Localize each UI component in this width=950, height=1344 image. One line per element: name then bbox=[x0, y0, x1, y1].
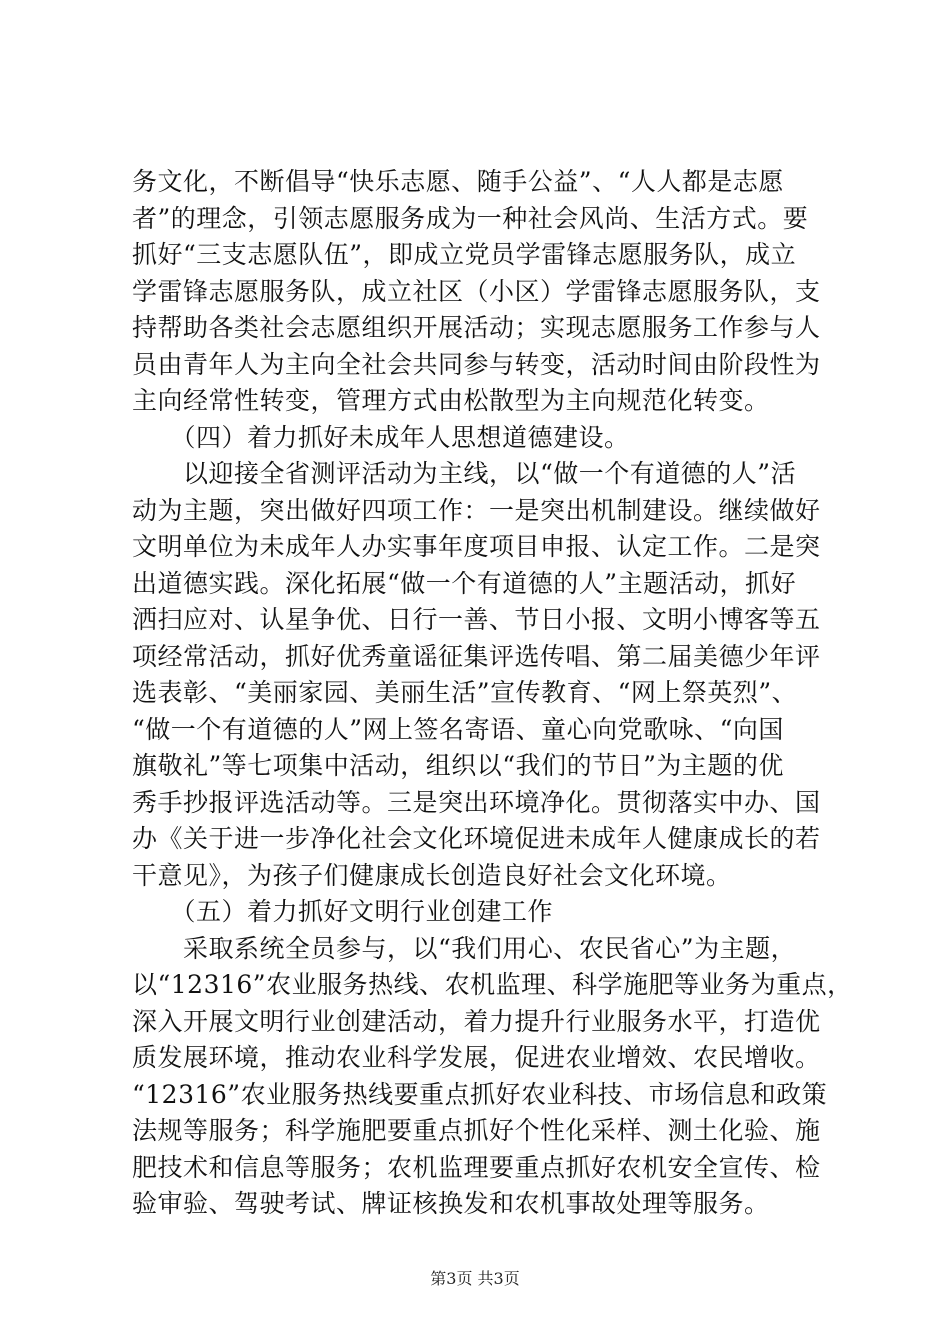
text-line: 以迎接全省测评活动为主线，以“做一个有道德的人”活 bbox=[132, 459, 797, 488]
text-line: 动为主题，突出做好四项工作：一是突出机制建设。继续做好 bbox=[132, 495, 821, 525]
text-line: 抓好“三支志愿队伍”，即成立党员学雷锋志愿服务队，成立 bbox=[132, 240, 797, 269]
text-line: 选表彰、“美丽家园、美丽生活”宣传教育、“网上祭英烈”、 bbox=[132, 678, 798, 707]
text-line: 深入开展文明行业创建活动，着力提升行业服务水平，打造优 bbox=[132, 1006, 821, 1036]
text-line: 出道德实践。深化拓展“做一个有道德的人”主题活动，抓好 bbox=[132, 568, 797, 598]
page-number: 第3页 共3页 bbox=[430, 1269, 520, 1288]
text-line: 验审验、驾驶考试、牌证核换发和农机事故处理等服务。 bbox=[132, 1189, 770, 1218]
text-line: 学雷锋志愿服务队，成立社区（小区）学雷锋志愿服务队，支 bbox=[132, 276, 821, 306]
text-line: 质发展环境，推动农业科学发展，促进农业增效、农民增收。 bbox=[132, 1043, 821, 1072]
text-line: 采取系统全员参与，以“我们用心、农民省心”为主题， bbox=[132, 933, 797, 963]
text-line: 主向经常性转变，管理方式由松散型为主向规范化转变。 bbox=[132, 386, 770, 415]
text-line: 务文化，不断倡导“快乐志愿、随手公益”、“人人都是志愿 bbox=[132, 167, 784, 196]
text-line: 持帮助各类社会志愿组织开展活动；实现志愿服务工作参与人 bbox=[132, 313, 821, 342]
text-line: 秀手抄报评选活动等。三是突出环境净化。贯彻落实中办、国 bbox=[132, 787, 821, 817]
section-heading: （五）着力抓好文明行业创建工作 bbox=[132, 897, 554, 926]
text-line: “做一个有道德的人”网上签名寄语、童心向党歌咏、“向国 bbox=[132, 714, 784, 744]
text-line: “12316”农业服务热线要重点抓好农业科技、市场信息和政策 bbox=[132, 1079, 828, 1109]
text-line: 法规等服务；科学施肥要重点抓好个性化采样、测土化验、施 bbox=[132, 1116, 821, 1145]
section-heading: （四）着力抓好未成年人思想道德建设。 bbox=[132, 422, 630, 452]
text-line: 以“12316”农业服务热线、农机监理、科学施肥等业务为重点， bbox=[132, 970, 853, 999]
document-body bbox=[132, 164, 853, 1223]
text-line: 干意见》，为孩子们健康成长创造良好社会文化环境。 bbox=[132, 860, 732, 890]
text-line: 肥技术和信息等服务；农机监理要重点抓好农机安全宣传、检 bbox=[132, 1152, 821, 1182]
text-line: 者”的理念，引领志愿服务成为一种社会风尚、生活方式。要 bbox=[132, 203, 809, 233]
page-footer bbox=[0, 1266, 950, 1289]
text-line: 文明单位为未成年人办实事年度项目申报、认定工作。二是突 bbox=[132, 532, 821, 561]
text-line: 洒扫应对、认星争优、日行一善、节日小报、文明小博客等五 bbox=[132, 605, 821, 634]
text-line: 项经常活动，抓好优秀童谣征集评选传唱、第二届美德少年评 bbox=[132, 641, 821, 671]
text-line: 旗敬礼”等七项集中活动，组织以“我们的节日”为主题的优 bbox=[132, 751, 784, 780]
text-line: 员由青年人为主向全社会共同参与转变，活动时间由阶段性为 bbox=[132, 349, 821, 379]
text-line: 办《关于进一步净化社会文化环境促进未成年人健康成长的若 bbox=[132, 824, 821, 853]
